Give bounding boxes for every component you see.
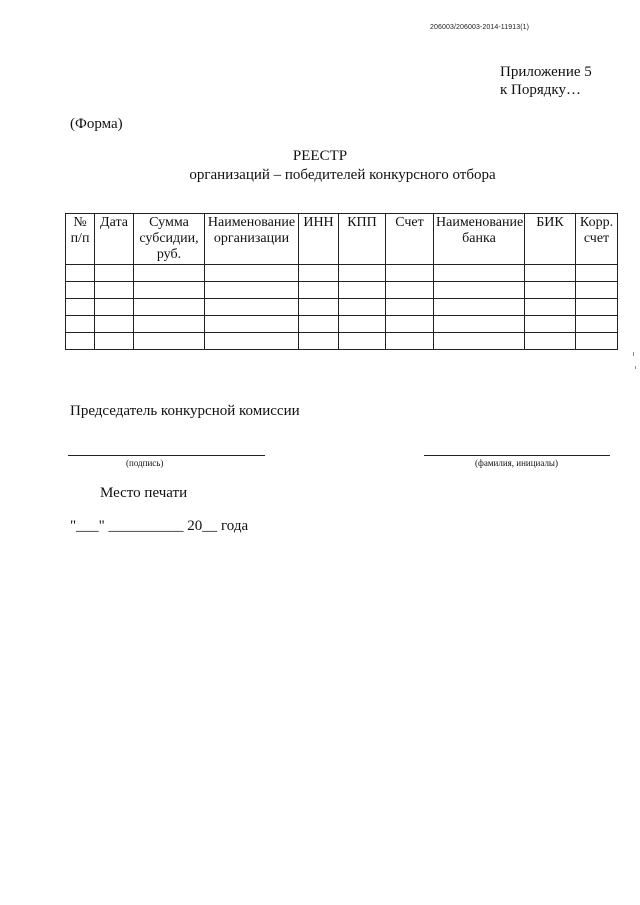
table-cell bbox=[339, 333, 386, 350]
table-cell bbox=[525, 316, 576, 333]
table-cell bbox=[339, 299, 386, 316]
table-cell bbox=[576, 282, 618, 299]
table-cell bbox=[66, 299, 95, 316]
table-cell bbox=[95, 299, 134, 316]
table-cell bbox=[134, 282, 205, 299]
table-row bbox=[66, 265, 618, 282]
scan-speck bbox=[633, 352, 634, 356]
table-cell bbox=[205, 265, 299, 282]
table-cell bbox=[386, 265, 434, 282]
table-cell bbox=[299, 265, 339, 282]
date-line: "___" __________ 20__ года bbox=[70, 518, 249, 534]
table-row bbox=[66, 316, 618, 333]
table-header-row bbox=[66, 214, 618, 265]
table-cell bbox=[205, 282, 299, 299]
table-cell bbox=[525, 282, 576, 299]
table-row bbox=[66, 299, 618, 316]
table-cell bbox=[66, 333, 95, 350]
scan-speck bbox=[635, 366, 636, 369]
table-cell bbox=[434, 265, 525, 282]
table-cell bbox=[299, 316, 339, 333]
column-header-account: Счет bbox=[386, 214, 434, 265]
stamp-label: Место печати bbox=[100, 485, 188, 501]
table-cell bbox=[299, 299, 339, 316]
column-header-inn: ИНН bbox=[299, 214, 339, 265]
table-cell bbox=[95, 333, 134, 350]
appendix-reference bbox=[500, 63, 592, 99]
table-cell bbox=[525, 299, 576, 316]
table-cell bbox=[299, 282, 339, 299]
chairman-label: Председатель конкурсной комиссии bbox=[70, 403, 300, 419]
table-cell bbox=[66, 265, 95, 282]
name-line bbox=[424, 455, 610, 456]
table-cell bbox=[95, 316, 134, 333]
table-cell bbox=[386, 299, 434, 316]
registry-table-body bbox=[66, 265, 618, 350]
column-header-kpp: КПП bbox=[339, 214, 386, 265]
table-cell bbox=[205, 299, 299, 316]
column-header-number: № п/п bbox=[66, 214, 95, 265]
table-cell bbox=[434, 316, 525, 333]
column-header-bank-name: Наименование банка bbox=[434, 214, 525, 265]
title-line-2: организаций – победителей конкурсного отбора bbox=[189, 167, 496, 183]
table-row bbox=[66, 282, 618, 299]
table-cell bbox=[339, 282, 386, 299]
table-cell bbox=[525, 265, 576, 282]
table-cell bbox=[434, 299, 525, 316]
registry-table bbox=[65, 213, 618, 350]
table-cell bbox=[299, 333, 339, 350]
table-cell bbox=[339, 316, 386, 333]
name-caption: (фамилия, инициалы) bbox=[475, 458, 558, 468]
table-cell bbox=[434, 333, 525, 350]
form-label: (Форма) bbox=[70, 116, 123, 132]
table-cell bbox=[576, 333, 618, 350]
table-cell bbox=[386, 316, 434, 333]
table-cell bbox=[205, 316, 299, 333]
table-cell bbox=[339, 265, 386, 282]
document-title bbox=[0, 147, 640, 185]
table-cell bbox=[134, 316, 205, 333]
table-cell bbox=[576, 299, 618, 316]
document-id: 206003/206003-2014-11913(1) bbox=[430, 24, 530, 31]
appendix-line-1: Приложение 5 bbox=[500, 64, 592, 80]
table-cell bbox=[134, 333, 205, 350]
table-cell bbox=[386, 282, 434, 299]
appendix-line-2: к Порядку… bbox=[500, 82, 581, 98]
table-cell bbox=[386, 333, 434, 350]
signature-line bbox=[68, 455, 265, 456]
table-cell bbox=[576, 316, 618, 333]
table-cell bbox=[66, 282, 95, 299]
title-line-1: РЕЕСТР bbox=[292, 148, 348, 164]
table-cell bbox=[434, 282, 525, 299]
column-header-subsidy-amount: Сумма субсидии, руб. bbox=[134, 214, 205, 265]
table-cell bbox=[66, 316, 95, 333]
table-cell bbox=[576, 265, 618, 282]
table-cell bbox=[205, 333, 299, 350]
table-cell bbox=[134, 299, 205, 316]
signature-caption: (подпись) bbox=[126, 458, 164, 468]
table-cell bbox=[95, 265, 134, 282]
column-header-corr-account: Корр. счет bbox=[576, 214, 618, 265]
column-header-date: Дата bbox=[95, 214, 134, 265]
table-cell bbox=[95, 282, 134, 299]
column-header-bik: БИК bbox=[525, 214, 576, 265]
table-cell bbox=[525, 333, 576, 350]
column-header-organization-name: Наименование организации bbox=[205, 214, 299, 265]
table-row bbox=[66, 333, 618, 350]
table-cell bbox=[134, 265, 205, 282]
